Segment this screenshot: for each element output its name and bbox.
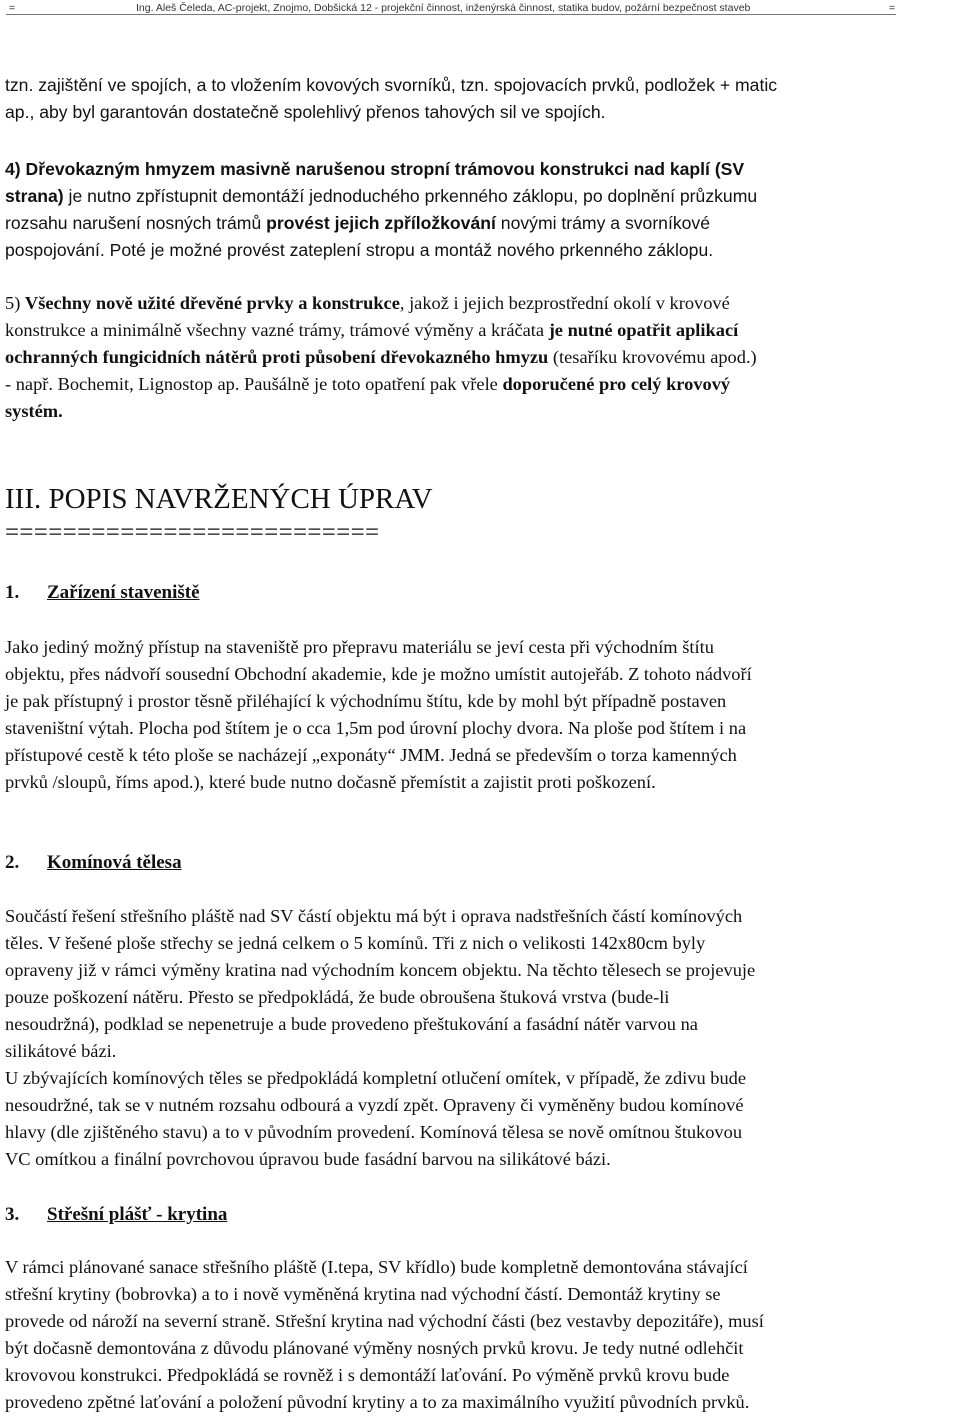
bold-text: strana)	[5, 186, 64, 206]
text-line: Jako jediný možný přístup na staveniště pro přepravu materiálu se jeví cesta při východním štítu	[5, 637, 714, 657]
heading-title: Střešní plášť - krytina	[47, 1204, 228, 1225]
bold-text: je nutné opatřit aplikací	[548, 320, 739, 340]
text-run: pospojování	[5, 240, 100, 260]
text-line: staveništní výtah. Plocha pod štítem je o cca 1,5m pod úrovní plochy dvora. Na ploše pod štítem i na	[5, 718, 747, 738]
text-line: opraveny již v rámci výměny kratina nad východním koncem objektu. Na těchto tělesech se projevuje	[5, 960, 756, 980]
text-line: hlavy (dle zjištěného stavu) a to v původním provedení. Komínová tělesa se nově omítnou štukovou	[5, 1122, 743, 1142]
bold-text: ochranných fungicidních nátěrů proti působení dřevokazného hmyzu	[5, 347, 549, 367]
text-line	[5, 371, 955, 398]
heading-number: 1.	[5, 582, 20, 603]
heading-number: 2.	[5, 852, 20, 873]
text-line: přístupové cestě k této ploše se nacházejí „exponáty“ JMM. Jedná se především o torza kamenných	[5, 745, 737, 765]
text-line: tzn. zajištění ve spojích, a to vložením kovových svorníků, tzn. spojovacích prvků, podložek + matic	[5, 75, 778, 95]
bold-text: provést jejich zpříložkování	[266, 213, 496, 233]
paragraph-roof	[5, 1254, 955, 1416]
heading-2	[5, 850, 182, 876]
text-line	[5, 210, 955, 237]
text-line	[5, 398, 955, 425]
header-separator-left: =	[9, 2, 16, 14]
header-text: Ing. Aleš Čeleda, AC-projekt, Znojmo, Dobšická 12 - projekční činnost, inženýrská činnost, statika budov, požární bezpečnost staveb	[136, 2, 751, 14]
text-line: prvků /sloupů, říms apod.), které bude nutno dočasně přemístit a zajistit proti poškození.	[5, 772, 656, 792]
heading-number: 3.	[5, 1204, 20, 1225]
section-title: III. POPIS NAVRŽENÝCH ÚPRAV	[5, 483, 433, 515]
header-separator-right: =	[889, 2, 896, 14]
text-line: U zbývajících komínových těles se předpokládá kompletní otlučení omítek, v případě, že zdivu bude	[5, 1068, 747, 1088]
text-run: . Poté je možné provést zateplení stropu a montáž nového prkenného záklopu.	[99, 240, 714, 260]
text-line: ap., aby byl garantován dostatečně spolehlivý přenos tahových sil ve spojích.	[5, 102, 606, 122]
text-line: provedeno zpětné laťování a položení původní krytiny a to za maximálního využití původních prvků.	[5, 1392, 750, 1412]
heading-title: Komínová tělesa	[47, 852, 182, 873]
text-line: V rámci plánované sanace střešního pláště (I.tepa, SV křídlo) bude kompletně demontována stávající	[5, 1257, 748, 1277]
heading-1	[5, 580, 200, 606]
text-run: konstrukce a minimálně všechny vazné trámy, trámové výměny a kráčata	[5, 320, 549, 340]
section-rule: ==========================	[5, 519, 380, 546]
text-line: pouze poškození nátěru. Přesto se předpokládá, že bude obroušena štuková vrstva (bude-li	[5, 987, 670, 1007]
text-line	[5, 183, 955, 210]
text-line: je pak přístupný i prostor těsně přiléhající k východnímu štítu, kde by mohl být případně postaven	[5, 691, 727, 711]
text-line: VC omítkou a finální povrchovou úpravou bude fasádní barvou na silikátové bázi.	[5, 1149, 611, 1169]
text-run: - např. Bochemit, Lignostop ap. Paušálně je toto opatření pak vřele	[5, 374, 503, 394]
text-line: být dočasně demontována z důvodu plánované výměny nosných prvků krovu. Je tedy nutné odlehčit	[5, 1338, 744, 1358]
paragraph-continuation	[5, 72, 955, 126]
text-line: silikátové bázi.	[5, 1041, 117, 1061]
heading-3	[5, 1202, 227, 1228]
paragraph-site-setup	[5, 634, 955, 796]
text-line	[5, 317, 955, 344]
text-line	[5, 290, 955, 317]
bold-text: systém.	[5, 401, 63, 421]
text-line	[5, 344, 955, 371]
text-run: je nutno zpřístupnit demontáží jednoduchého prkenného záklopu, po doplnění průzkumu	[63, 186, 758, 206]
text-line: Součástí řešení střešního pláště nad SV částí objektu má být i oprava nadstřešních částí komínových	[5, 906, 743, 926]
paragraph-chimneys	[5, 903, 955, 1173]
page-header	[6, 2, 896, 15]
text-line: krovovou konstrukci. Předpokládá se rovněž i s demontáží laťování. Po výměně prvků krovu bude	[5, 1365, 730, 1385]
bold-text: Všechny nově užité dřevěné prvky a konstrukce	[24, 293, 400, 313]
text-line: provede od nároží na severní straně. Střešní krytina nad východní části (bez vestavby depozitáře), musí	[5, 1311, 764, 1331]
text-run: 5)	[5, 293, 25, 313]
heading-title: Zařízení staveniště	[47, 582, 200, 603]
text-line: objektu, přes nádvoří sousední Obchodní akademie, kde je možno umístit autojeřáb. Z tohoto nádvoří	[5, 664, 752, 684]
bold-text: doporučené pro celý krovový	[502, 374, 731, 394]
text-run: , jakož i jejich bezprostřední okolí v krovové	[399, 293, 730, 313]
text-line: těles. V řešené ploše střechy se jedná celkem o 5 komínů. Tři z nich o velikosti 142x80cm byly	[5, 933, 706, 953]
text-run: rozsahu narušení nosných trámů	[5, 213, 267, 233]
text-run: novými trámy a svorníkové	[495, 213, 711, 233]
paragraph-4	[5, 156, 955, 264]
text-line	[5, 156, 955, 183]
text-line: střešní krytiny (bobrovka) a to i nově vyměněná krytina nad východní částí. Demontáž krytiny se	[5, 1284, 721, 1304]
text-run: (tesaříku krovovému apod.)	[548, 347, 757, 367]
paragraph-5	[5, 290, 955, 425]
text-line	[5, 237, 955, 264]
text-line: nesoudržná), podklad se nepenetruje a bude provedeno přeštukování a fasádní nátěr varvou na	[5, 1014, 698, 1034]
bold-text: 4) Dřevokazným hmyzem masivně narušenou stropní trámovou konstrukci nad kaplí (SV	[5, 159, 745, 179]
text-line: nesoudržné, tak se v nutném rozsahu odbourá a vyzdí zpět. Opraveny či vyměněny budou komínové	[5, 1095, 744, 1115]
